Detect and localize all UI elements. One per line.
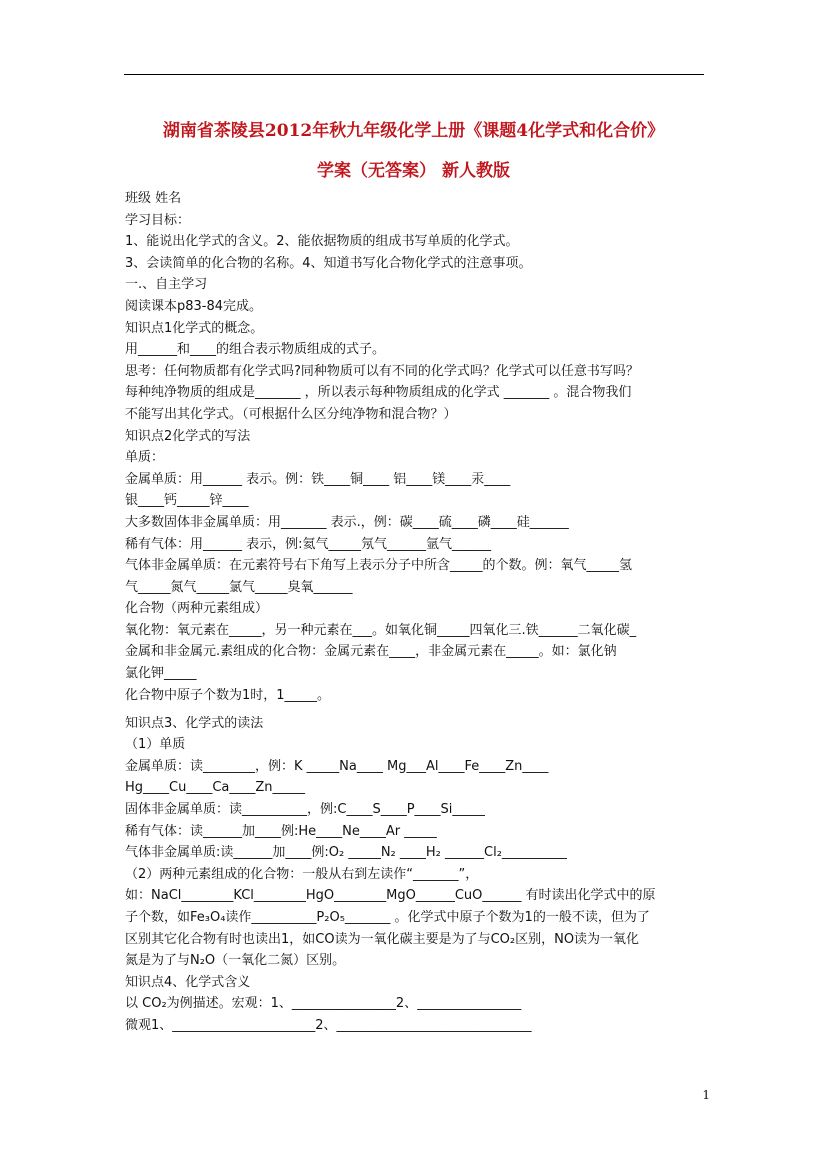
gas-nonmetal-line-2: 气_____氮气_____氯气_____臭氧______ xyxy=(125,579,353,595)
point-2-heading: 知识点2化学式的写法 xyxy=(125,428,251,444)
reading-gas-nonmetal-line: 气体非金属单质:读______加____例:O₂ _____N₂ ____H₂ ______Cl₂__________ xyxy=(125,845,567,861)
point-1-heading: 知识点1化学式的概念。 xyxy=(125,320,264,336)
reading-compounds-note-1: 子个数，如Fe₃O₄读作__________P₂O₅_______ 。化学式中原子个数为1的一般不读，但为了 xyxy=(125,910,650,925)
document-title-line-2 xyxy=(0,156,827,181)
elements-heading: 单质： xyxy=(125,450,165,466)
reading-solid-nonmetal-line: 固体非金属单质：读__________，例:C____S____P____Si_____ xyxy=(125,802,485,818)
metal-elements-line: 金属单质：用______ 表示。例：铁____铜____ 铝____镁____汞____ xyxy=(125,471,511,487)
reading-elements-heading: （1）单质 xyxy=(125,737,186,753)
oxides-line: 氧化物：氧元素在_____，另一种元素在___。如氧化铜_____四氧化三.铁______二氧化碳_ xyxy=(125,622,637,638)
think-line-3: 不能写出其化学式。（可根据什么区分纯净物和混合物？） xyxy=(125,406,457,422)
reading-metal-line-1: 金属单质：读________，例：K _____Na____ Mg___Al____Fe____Zn____ xyxy=(125,758,549,774)
metal-elements-line-2: 银____钙_____锌____ xyxy=(125,493,249,509)
reading-compounds-note-2: 区别其它化合物有时也读出1，如CO读为一氧化碳主要是为了与CO₂区别，NO读为一氧化 xyxy=(125,931,640,947)
think-line-2: 每种纯净物质的组成是_______ ，所以表示每种物质组成的化学式 _______ 。混合物我们 xyxy=(125,385,632,401)
meaning-macro-line: 以 CO₂为例描述。宏观：1、________________2、________________ xyxy=(125,996,522,1012)
reading-compounds-examples: 如：NaCl________KCl________HgO________MgO______CuO______ 有时读出化学式中的原 xyxy=(125,888,656,904)
section-self-study: 一.、自主学习 xyxy=(125,277,208,293)
solid-nonmetal-line: 大多数固体非金属单质：用_______ 表示.，例：碳____硫____磷____硅______ xyxy=(125,514,569,530)
gas-nonmetal-line-1: 气体非金属单质：在元素符号右下角写上表示分子中所含_____的个数。例：氧气_____氢 xyxy=(125,558,633,574)
meaning-micro-line: 微观1、______________________2、______________________________ xyxy=(125,1017,532,1033)
header-rule xyxy=(124,74,704,75)
reading-metal-line-2: Hg____Cu____Ca____Zn_____ xyxy=(125,780,306,796)
objectives-line-2: 3、会读简单的化合物的名称。4、知道书写化合物化学式的注意事项。 xyxy=(125,255,532,271)
point-3-heading: 知识点3、化学式的读法 xyxy=(125,715,264,731)
atom-count-line: 化合物中原子个数为1时，1_____。 xyxy=(125,687,331,703)
title-text: 学案（无答案） 新人教版 xyxy=(317,161,510,181)
reading-instruction: 阅读课本p83-84完成。 xyxy=(125,298,263,314)
point-1-definition: 用______和____的组合表示物质组成的式子。 xyxy=(125,342,386,358)
reading-compounds-note-3: 氮是为了与N₂O（一氧化二氮）区别。 xyxy=(125,953,346,969)
document-body xyxy=(125,188,707,1037)
objectives-heading: 学习目标： xyxy=(125,212,191,228)
metal-nonmetal-line-2: 氯化钾_____ xyxy=(125,666,197,682)
document-title-line-1 xyxy=(0,116,827,141)
think-line-1: 思考：任何物质都有化学式吗?同种物质可以有不同的化学式吗？化学式可以任意书写吗？ xyxy=(125,363,639,379)
compounds-heading: 化合物（两种元素组成） xyxy=(125,601,269,617)
reading-compounds-line: （2）两种元素组成的化合物：一般从右到左读作“_______”， xyxy=(125,866,479,882)
point-4-heading: 知识点4、化学式含义 xyxy=(125,974,251,990)
noble-gas-line: 稀有气体：用______ 表示，例:氦气_____氖气______氩气______ xyxy=(125,536,492,552)
metal-nonmetal-line-1: 金属和非金属元.素组成的化合物：金属元素在____，非金属元素在_____。如：氯化钠 xyxy=(125,644,617,660)
class-name-line: 班级 姓名 xyxy=(125,191,182,206)
title-text: 湖南省茶陵县2012年秋九年级化学上册《课题4化学式和化合价》 xyxy=(162,121,665,141)
reading-noble-gas-line: 稀有气体：读______加____例:He____Ne____Ar _____ xyxy=(125,823,437,839)
page-number: 1 xyxy=(702,1088,710,1102)
objectives-line-1: 1、能说出化学式的含义。2、能依据物质的组成书写单质的化学式。 xyxy=(125,234,519,250)
